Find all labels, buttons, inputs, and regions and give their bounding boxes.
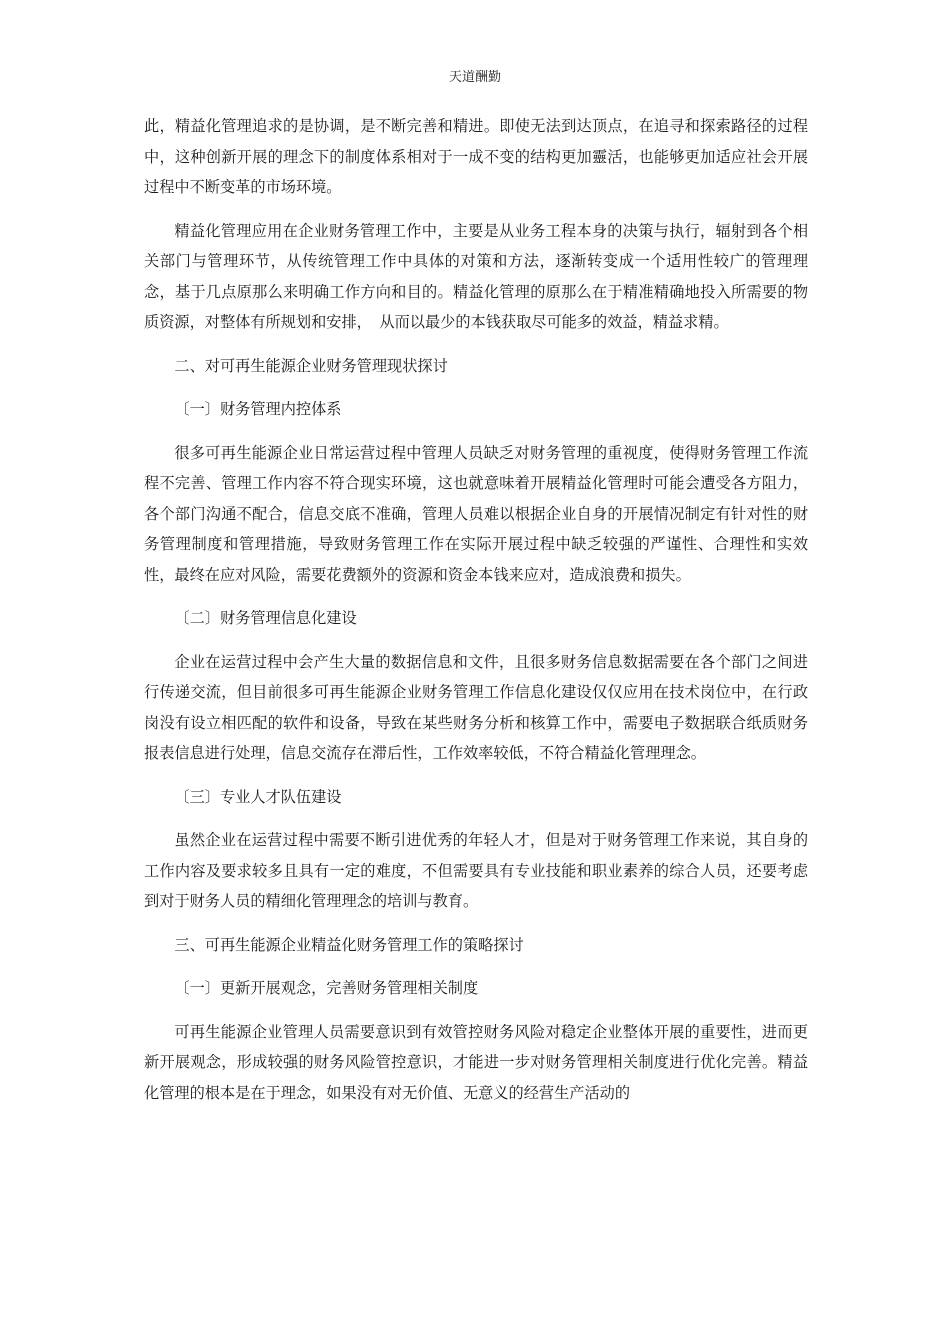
document-body <box>144 111 808 1121</box>
subsection-heading-3-1: 〔一〕更新开展观念，完善财务管理相关制度 <box>174 979 479 997</box>
paragraph-update-concepts: 可再生能源企业管理人员需要意识到有效管控财务风险对稳定企业整体开展的重要性，进而更新开展观念，形成较强的财务风险管控意识，才能进一步对财务管理相关制度进行优化完善。精益化管理的根本是在于理念，如果没有对无价值、无意义的经营生产活动的 <box>144 1022 808 1102</box>
page-header: 天道酬勤 <box>448 70 501 85</box>
paragraph-talent-team: 虽然企业在运营过程中需要不断引进优秀的年轻人才，但是对于财务管理工作来说，其自身的工作内容及要求较多且具有一定的难度，不但需要具有专业技能和职业素养的综合人员，还要考虑到对于财务人员的精细化管理理念的培训与教育。 <box>144 831 808 910</box>
subsection-heading-2-3: 〔三〕专业人才队伍建设 <box>174 787 342 806</box>
section-heading-3: 三、可再生能源企业精益化财务管理工作的策略探讨 <box>174 935 524 954</box>
paragraph-informatization: 企业在运营过程中会产生大量的数据信息和文件，且很多财务信息数据需要在各个部门之间进行传递交流，但目前很多可再生能源企业财务管理工作信息化建设仅仅应用在技术岗位中，在行政岗没有设立相匹配的软件和设备，导致在某些财务分析和核算工作中，需要电子数据联合纸质财务报表信息进行处理，信息交流存在滞后性，工作效率较低，不符合精益化管理理念。 <box>144 652 808 762</box>
paragraph-lean-management-application: 精益化管理应用在企业财务管理工作中，主要是从业务工程本身的决策与执行，辐射到各个相关部门与管理环节，从传统管理工作中具体的对策和方法，逐渐转变成一个适用性较广的管理理念，基于几点原那么来明确工作方向和目的。精益化管理的原那么在于精准精确地投入所需要的物质资源，对整体有所规划和安排， 从而以最少的本钱获取尽可能多的效益，精益求精。 <box>144 221 808 331</box>
subsection-heading-2-1: 〔一〕财务管理内控体系 <box>174 400 342 418</box>
paragraph-internal-control: 很多可再生能源企业日常运营过程中管理人员缺乏对财务管理的重视度，使得财务管理工作流程不完善、管理工作内容不符合现实环境，这也就意味着开展精益化管理时可能会遭受各方阻力，各个部门沟通不配合，信息交底不准确，管理人员难以根据企业自身的开展情况制定有针对性的财务管理制度和管理措施，导致财务管理工作在实际开展过程中缺乏较强的严谨性、合理性和实效性，最终在应对风险，需要花费额外的资源和资金本钱来应对，造成浪费和损失。 <box>144 443 808 584</box>
paragraph-continuation: 此，精益化管理追求的是协调，是不断完善和精进。即使无法到达顶点，在追寻和探索路径的过程中，这种创新开展的理念下的制度体系相对于一成不变的结构更加靈活，也能够更加适应社会开展过程中不断变革的市场环境。 <box>144 117 808 196</box>
section-heading-2: 二、对可再生能源企业财务管理现状探讨 <box>174 356 448 375</box>
subsection-heading-2-2: 〔二〕财务管理信息化建设 <box>174 609 357 627</box>
